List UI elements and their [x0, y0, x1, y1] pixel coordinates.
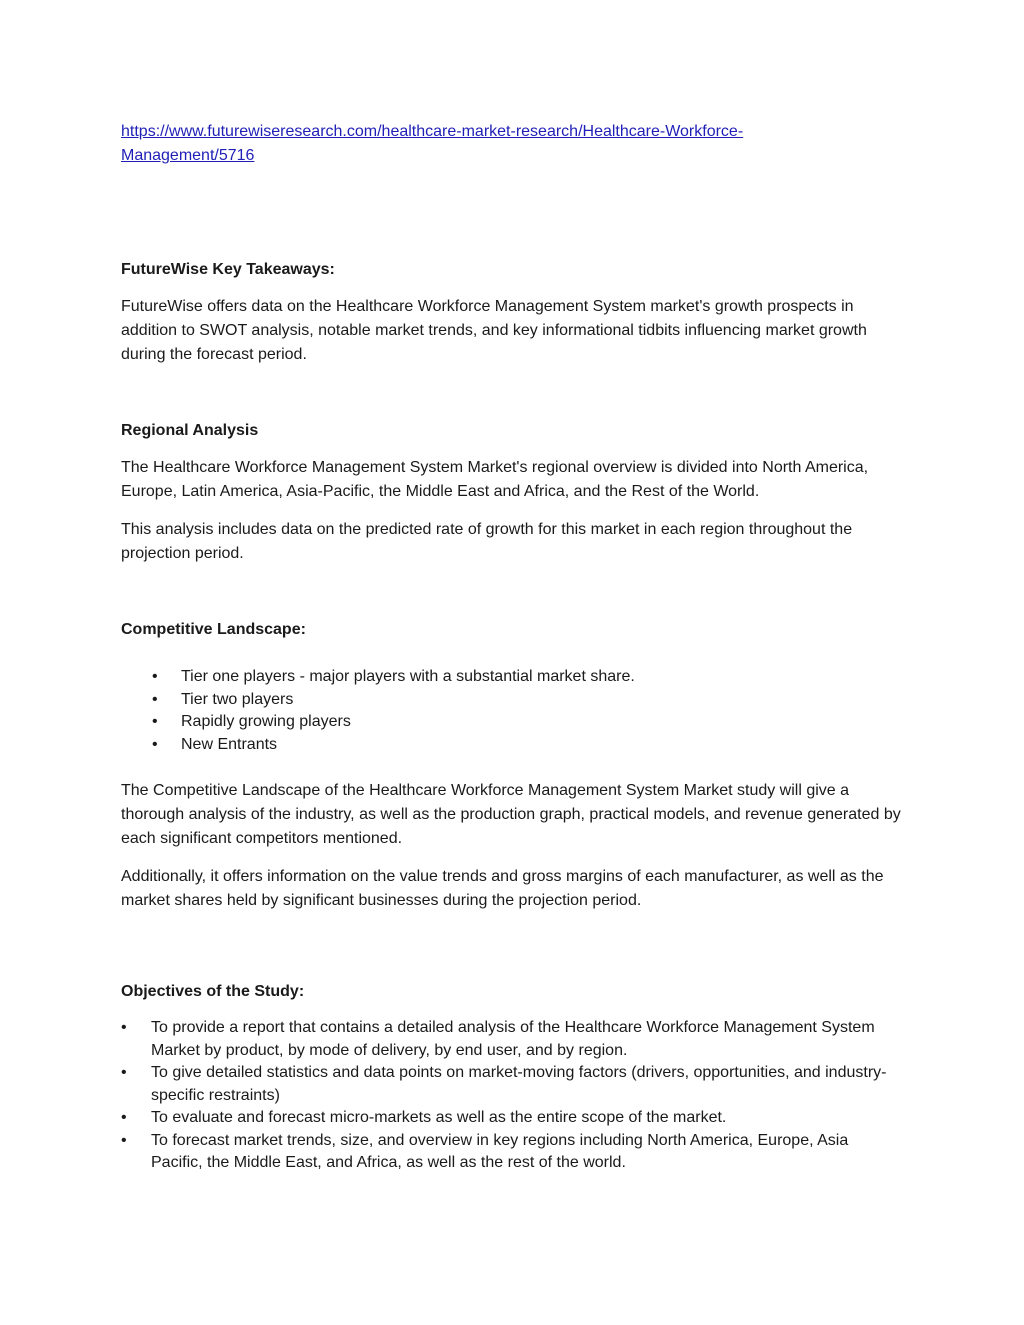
competitive-tier-list — [121, 666, 911, 756]
bullet-icon: • — [121, 1131, 127, 1149]
regional-paragraph-1: The Healthcare Workforce Management System Market's regional overview is divided into North America, Europe, Latin America, Asia-Pacific, the Middle East and Africa, and the Rest of the World. — [121, 459, 869, 500]
list-item: • New Entrants — [121, 734, 911, 757]
list-item: • To forecast market trends, size, and overview in key regions including North America, Europe, Asia Pacific, the Middle East, and Africa, as well as the rest of the world. — [121, 1131, 849, 1171]
regional-heading: Regional Analysis — [121, 422, 259, 439]
list-item: • To provide a report that contains a detailed analysis of the Healthcare Workforce Management System Market by product, by mode of delivery, by end user, and by region. — [121, 1019, 875, 1059]
list-item: • Tier one players - major players with a substantial market share. — [121, 666, 911, 689]
bullet-icon: • — [121, 1064, 127, 1081]
source-link-block — [121, 120, 911, 168]
list-item: • To give detailed statistics and data points on market-moving factors (drivers, opportunities, and industry-specific restraints) — [121, 1064, 887, 1104]
competitive-heading: Competitive Landscape: — [121, 621, 306, 638]
bullet-icon: • — [152, 735, 158, 753]
bullet-icon: • — [152, 690, 158, 708]
bullet-icon: • — [121, 1019, 127, 1036]
competitive-paragraph-1: The Competitive Landscape of the Healthcare Workforce Management System Market study will give a thorough analysis of the industry, as well as the production graph, practical models, and revenue generated by each significant competitors mentioned. — [121, 782, 901, 847]
takeaways-paragraph: FutureWise offers data on the Healthcare Workforce Management System market's growth prospects in addition to SWOT analysis, notable market trends, and key informational tidbits influencing market growth during the forecast period. — [121, 298, 867, 363]
competitive-paragraph-2: Additionally, it offers information on the value trends and gross margins of each manufacturer, as well as the market shares held by significant businesses during the projection period. — [121, 868, 884, 909]
bullet-icon: • — [121, 1109, 127, 1126]
list-item: • To evaluate and forecast micro-markets as well as the entire scope of the market. — [121, 1107, 891, 1130]
objectives-list — [121, 1017, 891, 1175]
bullet-icon: • — [152, 713, 158, 730]
bullet-icon: • — [152, 668, 158, 685]
list-item: • Tier two players — [121, 689, 911, 712]
takeaways-heading: FutureWise Key Takeaways: — [121, 261, 335, 278]
objectives-heading: Objectives of the Study: — [121, 983, 305, 1000]
regional-paragraph-2: This analysis includes data on the predicted rate of growth for this market in each region throughout the projection period. — [121, 521, 853, 562]
list-item: • Rapidly growing players — [121, 711, 911, 734]
source-link-line-2[interactable]: Management/5716 — [121, 147, 255, 164]
source-link-line-1[interactable]: https://www.futurewiseresearch.com/healthcare-market-research/Healthcare-Workforce- — [121, 123, 744, 140]
